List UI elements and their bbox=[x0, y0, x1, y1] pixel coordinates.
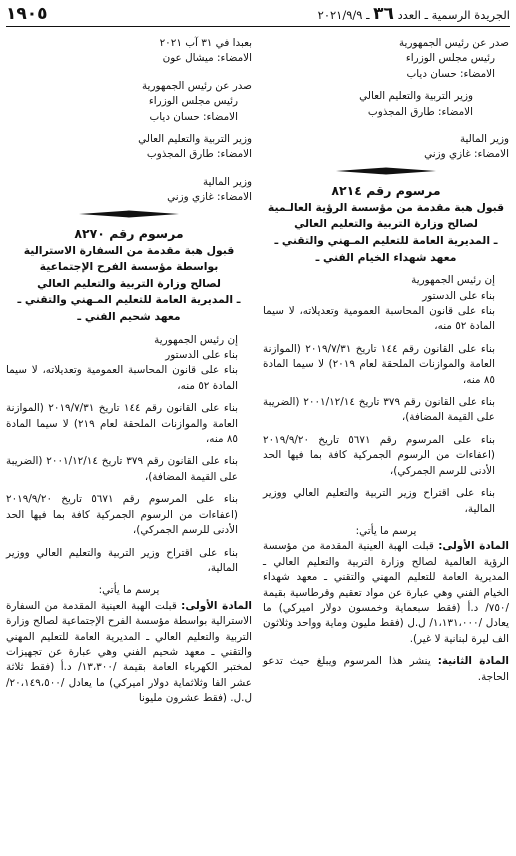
decree-title-line: قبول هبة مقدمة من السفارة الاسترالية bbox=[23, 243, 235, 257]
article-1 bbox=[6, 599, 252, 707]
page-number: ١٩٠٥ bbox=[6, 4, 48, 24]
preamble-clause: بناء على قانون المحاسبة العمومية وتعديلاته، لا سيما المادة ٥٢ منه، bbox=[6, 364, 238, 392]
article-2-label: المادة الثانية: bbox=[437, 655, 509, 668]
edu-minister-signature: الامضاء: طارق المجذوب bbox=[146, 148, 252, 161]
article-1-text: قبلت الهبة العينية المقدمة من مؤسسة الرؤية العالمية لصالح وزارة التربية والتعليم العالي ـ المديرية العامة للتعليم المهني والتقني ـ معهد شهداء الخيام الفني وهي عبارة عن مواد تعقيم وقرطاسية بقيمة /٧٥٠/ د.أ (فقط سبعماية وخمسون دولار اميركي) ما يعادل /١،١٣١،٠٠٠/ ل.ل (فقط مليون وماية وواحد وثلاثون الف ليرة لبنانية لا غير). bbox=[263, 540, 509, 645]
pm-signature: الامضاء: حسان دياب bbox=[406, 67, 495, 80]
preamble-clause: بناء على الدستور bbox=[165, 349, 238, 362]
decree-title-line: بواسطة مؤسسة الفرح الإجتماعية bbox=[39, 260, 219, 274]
divider-ornament bbox=[79, 209, 179, 219]
divider-ornament bbox=[336, 166, 436, 176]
section-divider bbox=[263, 166, 509, 176]
issued-at: بعبدا في ٣١ آب ٢٠٢١ bbox=[159, 37, 252, 49]
preamble-clause: بناء على القانون رقم ٣٧٩ تاريخ ٢٠٠١/١٢/١٤ (الضريبة على القيمة المضافة)، bbox=[263, 396, 495, 424]
decree-number: مرسوم رقم ٨٢٧٠ bbox=[74, 225, 184, 241]
article-1 bbox=[263, 539, 509, 647]
issue-number: ٣٦ bbox=[373, 4, 394, 24]
issued-by: صدر عن رئيس الجمهورية bbox=[398, 37, 509, 49]
preamble-clause: بناء على القانون رقم ١٤٤ تاريخ ٢٠١٩/٧/٣١ (الموازنة العامة والموازنات الملحقة لعام ٢١٩) لا سيما المادة ٨٥ منه، bbox=[6, 402, 238, 446]
gazette-title bbox=[318, 4, 510, 24]
preamble-clause: بناء على الدستور bbox=[422, 289, 495, 302]
pm-title: رئيس مجلس الوزراء bbox=[405, 52, 495, 65]
preamble-president: إن رئيس الجمهورية bbox=[154, 333, 238, 346]
fin-minister-signature: الامضاء: غازي وزني bbox=[167, 191, 252, 204]
section-divider bbox=[6, 209, 252, 219]
decree-title-line: ـ المديرية العامة للتعليم المـهني والتقني ـ bbox=[17, 293, 241, 307]
decree-title bbox=[6, 243, 252, 326]
decrees-heading: يرسم ما يأتي: bbox=[98, 584, 160, 597]
fin-minister-signature: الامضاء: غازي وزني bbox=[424, 148, 509, 161]
article-2 bbox=[263, 654, 509, 685]
edu-minister-signature: الامضاء: طارق المجذوب bbox=[367, 105, 473, 118]
preamble-clause: بناء على اقتراح وزير التربية والتعليم العالي ووزير المالية، bbox=[263, 487, 495, 515]
left-column bbox=[6, 36, 252, 707]
gazette-name: الجريدة الرسمية ـ العدد bbox=[397, 8, 510, 22]
edu-minister-title: وزير التربية والتعليم العالي bbox=[359, 90, 473, 103]
fin-minister-title: وزير المالية bbox=[202, 175, 252, 188]
article-1-label: المادة الأولى: bbox=[181, 599, 252, 612]
decree-title-line: معهد شحيم الفني ـ bbox=[77, 310, 181, 324]
decree-title-line: معهد شهداء الخيام الفني ـ bbox=[315, 250, 457, 264]
decree-title bbox=[263, 200, 509, 266]
article-1-text: قبلت الهبة العينية المقدمة من السفارة الاسترالية بواسطة مؤسسة الفرح الإجتماعية لصالح وزارة التربية والتعليم العالي ـ المديرية العامة للتعليم المهني والتقني ـ معهد شحيم الفني وهي عبارة عن تجهيزات لمختبر الكهرباء العامة بقيمة /١٣،٣٠٠/ د.أ (فقط ثلاثة عشر الفا وثلاثماية دولار اميركي) ما يعادل /٢٠،١٤٩،٥٠٠/ ل.ل. (فقط عشرون مليونا bbox=[6, 599, 253, 705]
preamble-president: إن رئيس الجمهورية bbox=[411, 274, 495, 287]
fin-minister-title: وزير المالية bbox=[459, 133, 509, 146]
page-header bbox=[6, 2, 510, 27]
decree-number: مرسوم رقم ٨٢١٤ bbox=[331, 182, 441, 198]
article-1-label: المادة الأولى: bbox=[438, 540, 509, 553]
pm-title: رئيس مجلس الوزراء bbox=[148, 95, 238, 108]
decree-title-line: ـ المديرية العامة للتعليم المـهني والتقني ـ bbox=[274, 234, 498, 248]
preamble-clause: بناء على المرسوم رقم ٥٦٧١ تاريخ ٢٠١٩/٩/٢٠ (اعفاءات من الرسوم الجمركية كافة بما فيها الحد الأدنى للرسم الجمركي)، bbox=[6, 493, 238, 537]
preamble-clause: بناء على القانون رقم ١٤٤ تاريخ ٢٠١٩/٧/٣١ (الموازنة العامة والموازنات الملحقة لعام ٢٠١٩) لا سيما المادة ٨٥ منه، bbox=[263, 342, 495, 386]
article-2-text: ينشر هذا المرسوم ويبلغ حيث تدعو الحاجة. bbox=[263, 655, 509, 683]
preamble-clause: بناء على القانون رقم ٣٧٩ تاريخ ٢٠٠١/١٢/١٤ (الضريبة على القيمة المضافة)، bbox=[6, 455, 238, 483]
pm-signature: الامضاء: حسان دياب bbox=[149, 110, 238, 123]
decrees-heading: يرسم ما يأتي: bbox=[355, 524, 417, 537]
preamble-clause: بناء على اقتراح وزير التربية والتعليم العالي ووزير المالية، bbox=[6, 546, 238, 574]
decree-title-line: لصالح وزارة التربية والتعليم العالي bbox=[37, 276, 221, 290]
issued-by: صدر عن رئيس الجمهورية bbox=[141, 79, 252, 92]
preamble-clause: بناء على المرسوم رقم ٥٦٧١ تاريخ ٢٠١٩/٩/٢٠ (اعفاءات من الرسوم الجمركية كافة بما فيها الحد الأدنى للرسم الجمركي)، bbox=[263, 433, 495, 477]
preamble-clause: بناء على قانون المحاسبة العمومية وتعديلاته، لا سيما المادة ٥٢ منه، bbox=[263, 305, 495, 333]
decree-title-line: لصالح وزارة التربية والتعليم العالي bbox=[294, 217, 478, 231]
decree-title-line: قبول هبة مقدمة من مؤسسة الرؤية العالـمية bbox=[267, 200, 505, 214]
president-signature: الامضاء: ميشال عون bbox=[162, 52, 252, 65]
issue-date: ـ ٢٠٢١/٩/٩ bbox=[317, 8, 370, 22]
right-column bbox=[263, 36, 509, 685]
edu-minister-title: وزير التربية والتعليم العالي bbox=[138, 133, 252, 146]
